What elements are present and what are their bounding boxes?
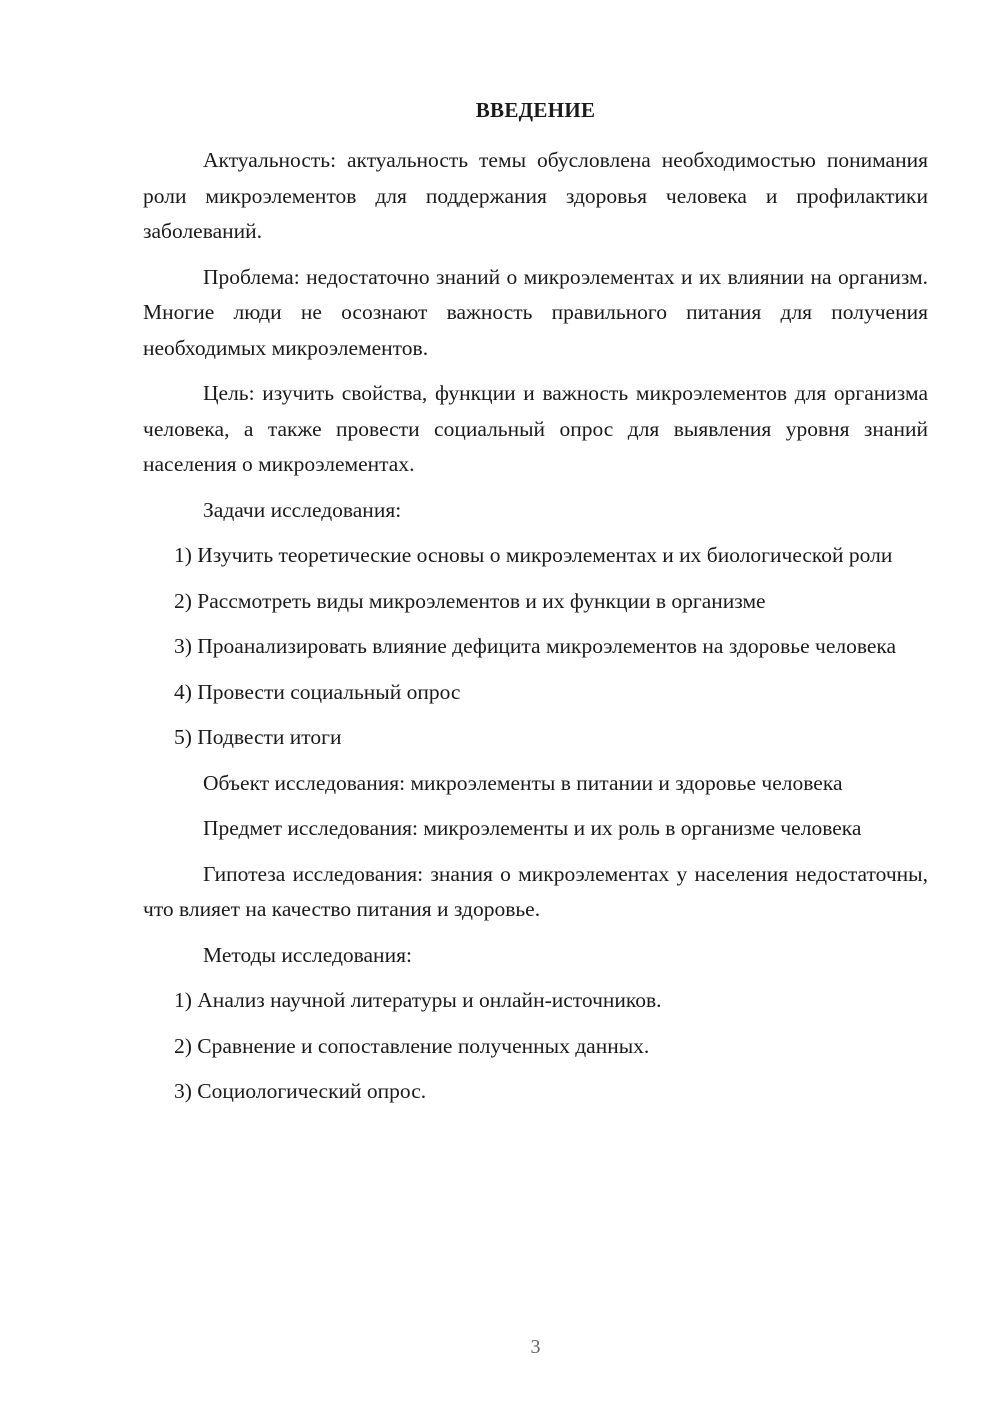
- task-item-4: 4) Провести социальный опрос: [174, 679, 461, 704]
- page-number: 3: [530, 1336, 541, 1358]
- task-item-1: 1) Изучить теоретические основы о микроэлементах и их биологической роли: [174, 543, 893, 567]
- task-item-3: 3) Проанализировать влияние дефицита микроэлементов на здоровье человека: [174, 634, 897, 658]
- relevance-paragraph: Актуальность: актуальность темы обусловлена необходимостью понимания роли микроэлементов для поддержания здоровья человека и профилактики заболеваний.: [143, 148, 928, 243]
- page-title: ВВЕДЕНИЕ: [475, 98, 596, 122]
- method-item-3: 3) Социологический опрос.: [174, 1079, 427, 1103]
- hypothesis-paragraph: Гипотеза исследования: знания о микроэлементах у населения недостаточны, что влияет на качество питания и здоровье.: [143, 861, 928, 921]
- problem-paragraph: Проблема: недостаточно знаний о микроэлементах и их влиянии на организм. Многие люди не осознают важность правильного питания для получения необходимых микроэлементов.: [143, 264, 928, 360]
- document-body: [143, 143, 928, 1120]
- methods-heading: Методы исследования:: [203, 942, 412, 967]
- method-item-2: 2) Сравнение и сопоставление полученных данных.: [174, 1033, 650, 1058]
- method-item-1: 1) Анализ научной литературы и онлайн-источников.: [174, 988, 662, 1012]
- task-item-2: 2) Рассмотреть виды микроэлементов и их функции в организме: [174, 588, 766, 613]
- task-item-5: 5) Подвести итоги: [174, 725, 342, 749]
- goal-paragraph: Цель: изучить свойства, функции и важность микроэлементов для организма человека, а также провести социальный опрос для выявления уровня знаний населения о микроэлементах.: [143, 381, 928, 476]
- document-page: [143, 0, 928, 1414]
- tasks-heading: Задачи исследования:: [203, 497, 402, 522]
- object-paragraph: Объект исследования: микроэлементы в питании и здоровье человека: [203, 770, 843, 795]
- subject-paragraph: Предмет исследования: микроэлементы и их роль в организме человека: [203, 816, 862, 840]
